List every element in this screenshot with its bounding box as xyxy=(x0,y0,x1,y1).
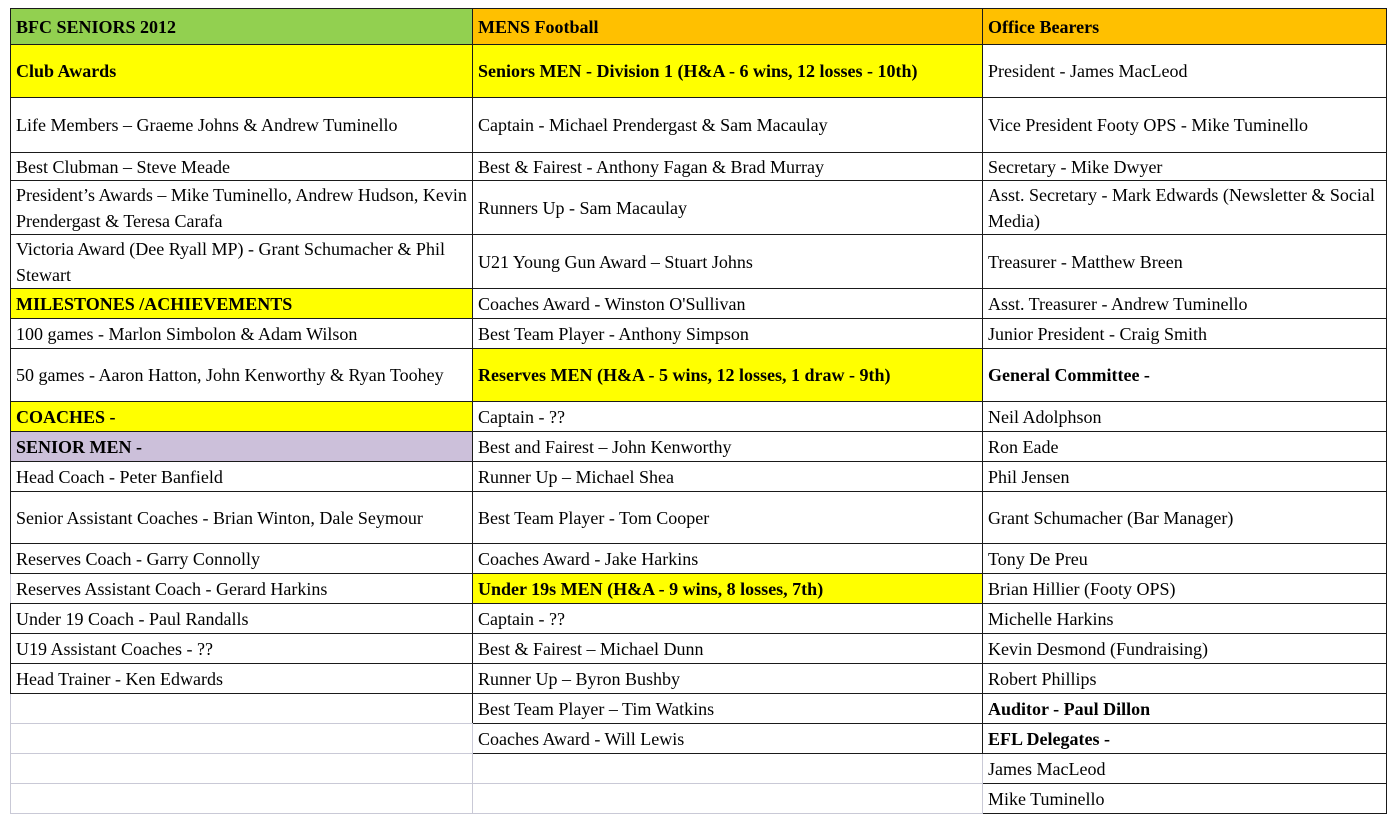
table-cell[interactable]: Kevin Desmond (Fundraising) xyxy=(983,634,1387,664)
table-row xyxy=(11,402,1387,432)
table-cell[interactable]: Captain - Michael Prendergast & Sam Macaulay xyxy=(473,98,983,153)
table-cell[interactable]: Captain - ?? xyxy=(473,604,983,634)
table-row xyxy=(11,289,1387,319)
empty-cell[interactable] xyxy=(11,724,473,754)
table-row xyxy=(11,432,1387,462)
table-cell[interactable]: Head Coach - Peter Banfield xyxy=(11,462,473,492)
table-cell[interactable]: Ron Eade xyxy=(983,432,1387,462)
table-cell[interactable]: Runner Up – Byron Bushby xyxy=(473,664,983,694)
header-cell-club[interactable]: BFC SENIORS 2012 xyxy=(11,9,473,45)
table-cell[interactable]: Asst. Secretary - Mark Edwards (Newsletter & Social Media) xyxy=(983,181,1387,235)
table-cell[interactable]: Best Team Player – Tim Watkins xyxy=(473,694,983,724)
table-row xyxy=(11,604,1387,634)
table-cell[interactable]: Life Members – Graeme Johns & Andrew Tuminello xyxy=(11,98,473,153)
table-row xyxy=(11,349,1387,402)
table-cell[interactable]: Senior Assistant Coaches - Brian Winton, Dale Seymour xyxy=(11,492,473,544)
section-heading-efl-delegates[interactable]: EFL Delegates - xyxy=(983,724,1387,754)
table-row xyxy=(11,319,1387,349)
table-row xyxy=(11,544,1387,574)
table-cell[interactable]: U21 Young Gun Award – Stuart Johns xyxy=(473,235,983,289)
table-cell[interactable]: Treasurer - Matthew Breen xyxy=(983,235,1387,289)
section-heading-under-19s-men[interactable]: Under 19s MEN (H&A - 9 wins, 8 losses, 7th) xyxy=(473,574,983,604)
table-cell[interactable]: Head Trainer - Ken Edwards xyxy=(11,664,473,694)
table-cell[interactable]: Reserves Assistant Coach - Gerard Harkins xyxy=(11,574,473,604)
table-row xyxy=(11,462,1387,492)
table-cell[interactable]: President - James MacLeod xyxy=(983,45,1387,98)
table-row xyxy=(11,153,1387,181)
table-row xyxy=(11,784,1387,814)
awards-spreadsheet xyxy=(10,8,1387,814)
empty-cell[interactable] xyxy=(473,784,983,814)
table-row xyxy=(11,45,1387,98)
section-heading-milestones[interactable]: MILESTONES /ACHIEVEMENTS xyxy=(11,289,473,319)
table-cell[interactable]: Under 19 Coach - Paul Randalls xyxy=(11,604,473,634)
table-row xyxy=(11,664,1387,694)
header-cell-mens-football[interactable]: MENS Football xyxy=(473,9,983,45)
table-cell[interactable]: Asst. Treasurer - Andrew Tuminello xyxy=(983,289,1387,319)
empty-cell[interactable] xyxy=(11,694,473,724)
table-row xyxy=(11,694,1387,724)
table-cell[interactable]: James MacLeod xyxy=(983,754,1387,784)
table-cell[interactable]: Captain - ?? xyxy=(473,402,983,432)
empty-cell[interactable] xyxy=(473,754,983,784)
empty-cell[interactable] xyxy=(11,754,473,784)
table-row xyxy=(11,235,1387,289)
table-cell[interactable]: Best and Fairest – John Kenworthy xyxy=(473,432,983,462)
section-heading-senior-men[interactable]: SENIOR MEN - xyxy=(11,432,473,462)
table-cell[interactable]: Tony De Preu xyxy=(983,544,1387,574)
table-cell[interactable]: 100 games - Marlon Simbolon & Adam Wilson xyxy=(11,319,473,349)
table-cell[interactable]: Secretary - Mike Dwyer xyxy=(983,153,1387,181)
table-cell[interactable]: Coaches Award - Winston O'Sullivan xyxy=(473,289,983,319)
header-row xyxy=(11,9,1387,45)
section-heading-reserves-men[interactable]: Reserves MEN (H&A - 5 wins, 12 losses, 1 draw - 9th) xyxy=(473,349,983,402)
table-row xyxy=(11,634,1387,664)
table-cell[interactable]: President’s Awards – Mike Tuminello, Andrew Hudson, Kevin Prendergast & Teresa Carafa xyxy=(11,181,473,235)
table-cell[interactable]: Best Team Player - Anthony Simpson xyxy=(473,319,983,349)
table-cell[interactable]: Reserves Coach - Garry Connolly xyxy=(11,544,473,574)
table-cell[interactable]: 50 games - Aaron Hatton, John Kenworthy & Ryan Toohey xyxy=(11,349,473,402)
section-heading-club-awards[interactable]: Club Awards xyxy=(11,45,473,98)
table-row xyxy=(11,754,1387,784)
table-cell[interactable]: Junior President - Craig Smith xyxy=(983,319,1387,349)
table-cell[interactable]: Vice President Footy OPS - Mike Tuminello xyxy=(983,98,1387,153)
table-cell[interactable]: Best Clubman – Steve Meade xyxy=(11,153,473,181)
table-cell[interactable]: Neil Adolphson xyxy=(983,402,1387,432)
header-cell-office-bearers[interactable]: Office Bearers xyxy=(983,9,1387,45)
table-row xyxy=(11,98,1387,153)
table-cell[interactable]: Auditor - Paul Dillon xyxy=(983,694,1387,724)
table-row xyxy=(11,492,1387,544)
table-cell[interactable]: Victoria Award (Dee Ryall MP) - Grant Schumacher & Phil Stewart xyxy=(11,235,473,289)
table-row xyxy=(11,181,1387,235)
table-cell[interactable]: Coaches Award - Will Lewis xyxy=(473,724,983,754)
section-heading-general-committee[interactable]: General Committee - xyxy=(983,349,1387,402)
table-cell[interactable]: Runners Up - Sam Macaulay xyxy=(473,181,983,235)
table-cell[interactable]: Coaches Award - Jake Harkins xyxy=(473,544,983,574)
table-cell[interactable]: Best Team Player - Tom Cooper xyxy=(473,492,983,544)
table-cell[interactable]: Michelle Harkins xyxy=(983,604,1387,634)
table-cell[interactable]: Best & Fairest - Anthony Fagan & Brad Murray xyxy=(473,153,983,181)
empty-cell[interactable] xyxy=(11,784,473,814)
table-row xyxy=(11,574,1387,604)
table-cell[interactable]: Best & Fairest – Michael Dunn xyxy=(473,634,983,664)
table-row xyxy=(11,724,1387,754)
table-cell[interactable]: Mike Tuminello xyxy=(983,784,1387,814)
table-cell[interactable]: Grant Schumacher (Bar Manager) xyxy=(983,492,1387,544)
section-heading-seniors-men[interactable]: Seniors MEN - Division 1 (H&A - 6 wins, 12 losses - 10th) xyxy=(473,45,983,98)
section-heading-coaches[interactable]: COACHES - xyxy=(11,402,473,432)
table-cell[interactable]: U19 Assistant Coaches - ?? xyxy=(11,634,473,664)
table-cell[interactable]: Runner Up – Michael Shea xyxy=(473,462,983,492)
table-cell[interactable]: Robert Phillips xyxy=(983,664,1387,694)
table-cell[interactable]: Brian Hillier (Footy OPS) xyxy=(983,574,1387,604)
table-cell[interactable]: Phil Jensen xyxy=(983,462,1387,492)
